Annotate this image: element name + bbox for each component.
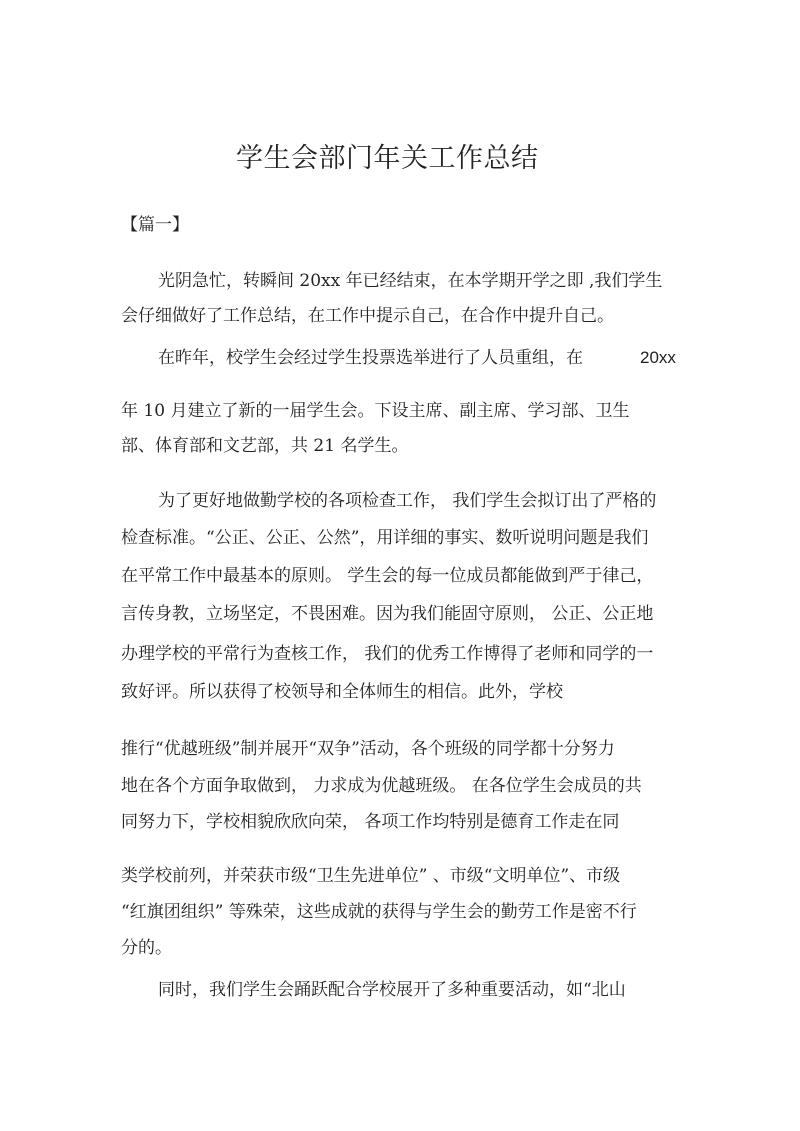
paragraph-line: 分的。 xyxy=(121,938,172,958)
document-title: 学生会部门年关工作总结 xyxy=(236,143,539,174)
paragraph-line: 致好评。所以获得了校领导和全体师生的相信。此外，学校 xyxy=(121,682,563,702)
paragraph-line: “红旗团组织” 等殊荣，这些成就的获得与学生会的勤劳工作是密不行 xyxy=(121,902,637,922)
paragraph-line: 部、体育部和文艺部，共 21 名学生。 xyxy=(121,436,409,456)
paragraph-line: 言传身教，立场坚定，不畏困难。因为我们能固守原则， 公正、公正地 xyxy=(121,604,654,624)
section-heading: 【篇一】 xyxy=(121,215,189,235)
paragraph-line: 类学校前列，并荣获市级“卫生先进单位” 、市级“文明单位”、市级 xyxy=(121,866,621,886)
paragraph-line: 同努力下，学校相貌欣欣向荣， 各项工作均特别是德育工作走在同 xyxy=(121,812,620,832)
paragraph-line: 20xx xyxy=(640,348,676,367)
paragraph-line: 为了更好地做勤学校的各项检查工作， 我们学生会拟订出了严格的 xyxy=(158,491,657,511)
paragraph-line: 地在各个方面争取做到， 力求成为优越班级。 在各位学生会成员的共 xyxy=(121,776,642,796)
paragraph-line: 光阴急忙，转瞬间 20xx 年已经结束，在本学期开学之即 ,我们学生 xyxy=(158,271,663,291)
paragraph-line: 在昨年，校学生会经过学生投票选举进行了人员重组，在 xyxy=(158,348,583,368)
paragraph-line: 会仔细做好了工作总结，在工作中提示自己，在合作中提升自己。 xyxy=(121,306,614,326)
paragraph-line: 同时，我们学生会踊跃配合学校展开了多种重要活动，如“北山 xyxy=(158,980,626,1000)
paragraph-line: 办理学校的平常行为查核工作， 我们的优秀工作博得了老师和同学的一 xyxy=(121,644,654,664)
paragraph-line: 推行“优越班级”制并展开“双争”活动，各个班级的同学都十分努力 xyxy=(121,739,615,759)
paragraph-line: 年 10 月建立了新的一届学生会。下设主席、副主席、学习部、卫生 xyxy=(121,401,630,421)
paragraph-line: 在平常工作中最基本的原则。 学生会的每一位成员都能做到严于律己， xyxy=(121,566,654,586)
paragraph-line: 检查标准。“公正、公正、公然”，用详细的事实、数听说明问题是我们 xyxy=(121,528,649,548)
